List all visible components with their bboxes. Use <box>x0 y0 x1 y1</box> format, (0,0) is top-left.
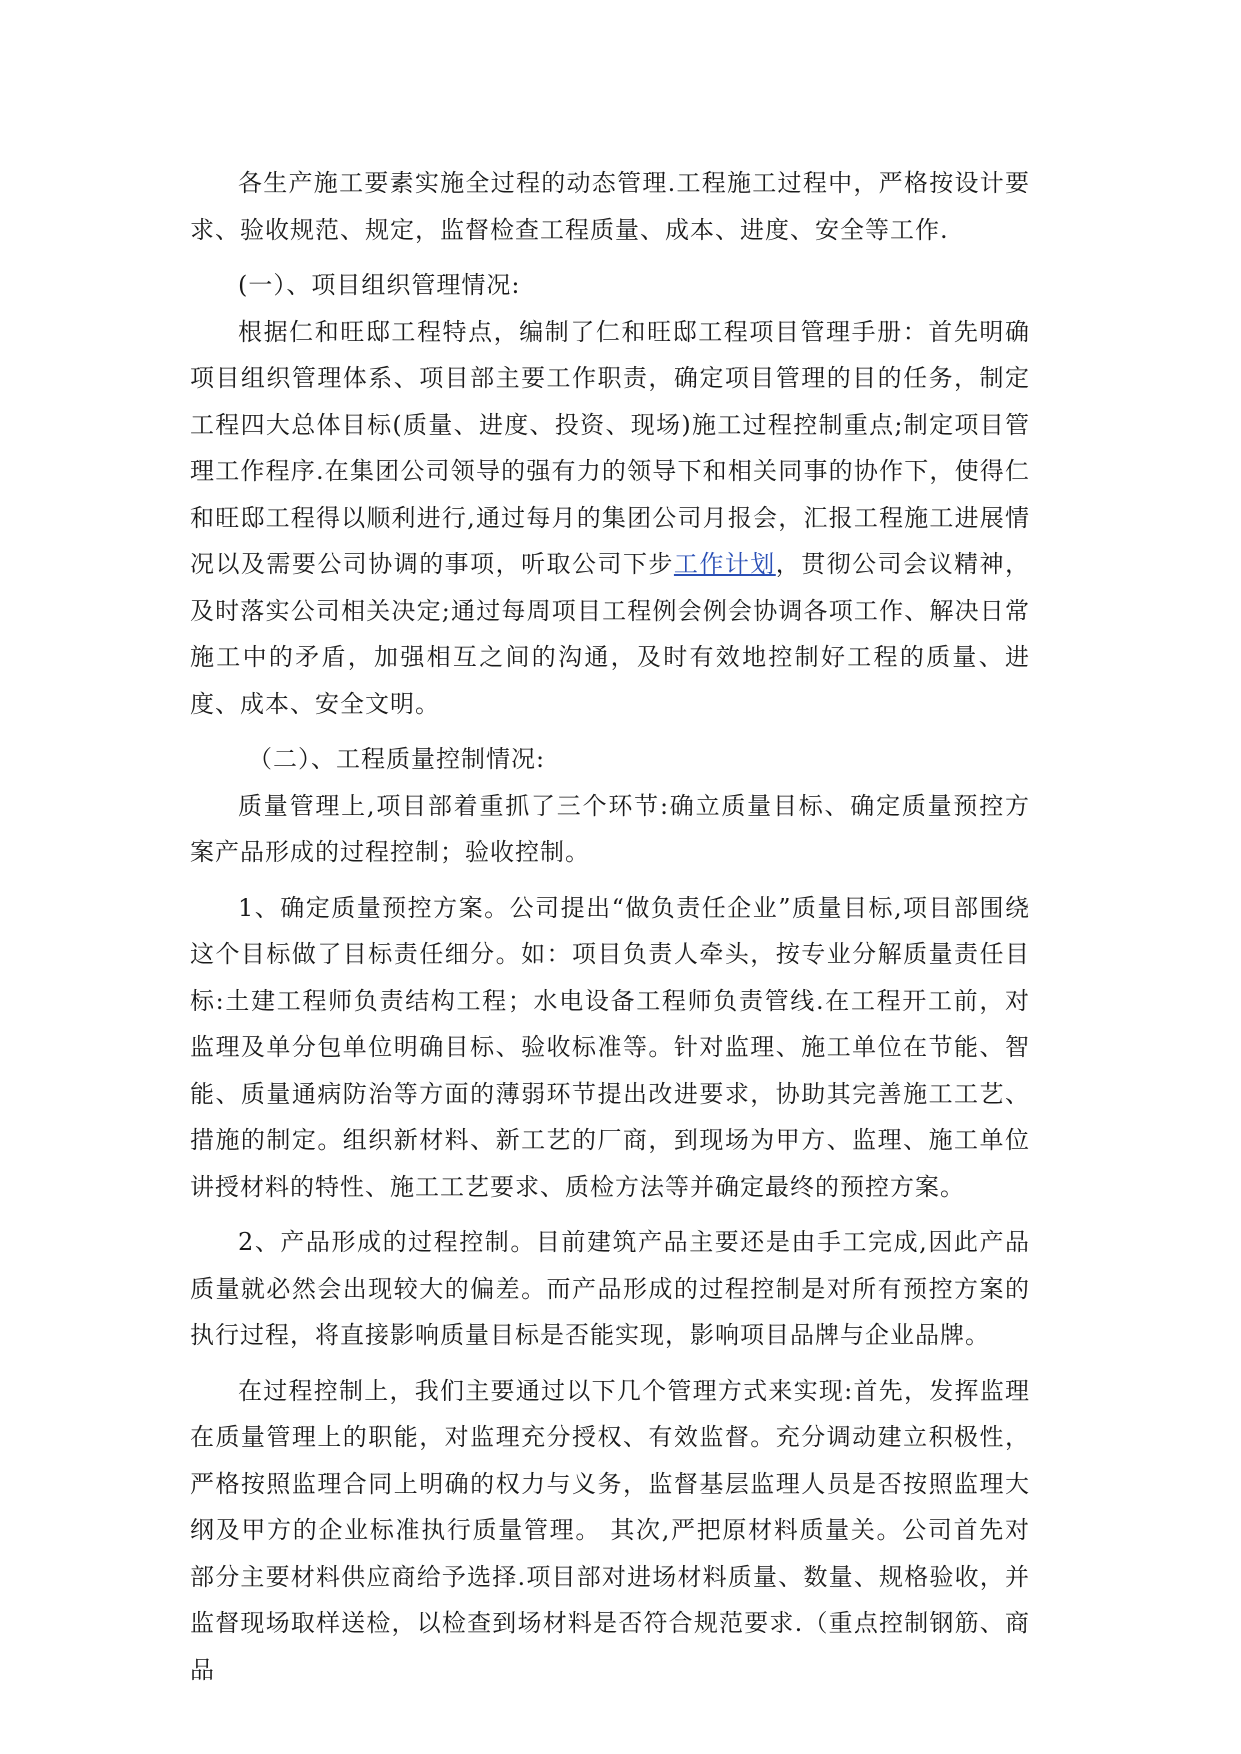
document-page <box>190 160 1030 1702</box>
paragraph-project-organization <box>190 309 1030 728</box>
paragraph-quality-management: 质量管理上,项目部着重抓了三个环节:确立质量目标、确定质量预控方案产品形成的过程控制；验收控制。 <box>190 791 1030 866</box>
paragraph-text: ，贯彻公司会议精神，及时落实公司相关决定;通过每周项目工程例会例会协调各项工作、解决日常施工中的矛盾，加强相互之间的沟通，及时有效地控制好工程的质量、进度、成本、安全文明。 <box>190 550 1030 718</box>
heading-project-organization: (一）、项目组织管理情况: <box>238 271 521 299</box>
work-plan-link[interactable]: 工作计划 <box>673 550 776 578</box>
paragraph-quality-precontrol: 1、确定质量预控方案。公司提出“做负责任企业”质量目标,项目部围绕这个目标做了目标责任细分。如：项目负责人牵头，按专业分解质量责任目标:土建工程师负责结构工程；水电设备工程师负责管线.在工程开工前，对监理及单分包单位明确目标、验收标准等。针对监理、施工单位在节能、智能、质量通病防治等方面的薄弱环节提出改进要求，协助其完善施工工艺、措施的制定。组织新材料、新工艺的厂商，到现场为甲方、监理、施工单位讲授材料的特性、施工工艺要求、质检方法等并确定最终的预控方案。 <box>190 893 1030 1201</box>
paragraph-process-control: 2、产品形成的过程控制。目前建筑产品主要还是由手工完成,因此产品质量就必然会出现较大的偏差。而产品形成的过程控制是对所有预控方案的执行过程，将直接影响质量目标是否能实现，影响项目品牌与企业品牌。 <box>190 1228 1030 1349</box>
paragraph-process-control-methods: 在过程控制上，我们主要通过以下几个管理方式来实现:首先，发挥监理在质量管理上的职能，对监理充分授权、有效监督。充分调动建立积极性，严格按照监理合同上明确的权力与义务，监督基层监理人员是否按照监理大纲及甲方的企业标准执行质量管理。 其次,严把原材料质量关。公司首先对部分主要材料供应商给予选择.项目部对进场材料质量、数量、规格验收，并监督现场取样送检，以检查到场材料是否符合规范要求.（重点控制钢筋、商品 <box>190 1376 1030 1684</box>
heading-quality-control: （二）、工程质量控制情况: <box>248 745 546 773</box>
paragraph-text: 根据仁和旺邸工程特点，编制了仁和旺邸工程项目管理手册：首先明确项目组织管理体系、项目部主要工作职责，确定项目管理的目的任务，制定工程四大总体目标(质量、进度、投资、现场)施工过程控制重点;制定项目管理工作程序.在集团公司领导的强有力的领导下和相关同事的协作下，使得仁和旺邸工程得以顺利进行,通过每月的集团公司月报会，汇报工程施工进展情况以及需要公司协调的事项，听取公司下步 <box>190 317 1030 578</box>
paragraph-intro: 各生产施工要素实施全过程的动态管理.工程施工过程中，严格按设计要求、验收规范、规定，监督检查工程质量、成本、进度、安全等工作. <box>190 169 1030 244</box>
